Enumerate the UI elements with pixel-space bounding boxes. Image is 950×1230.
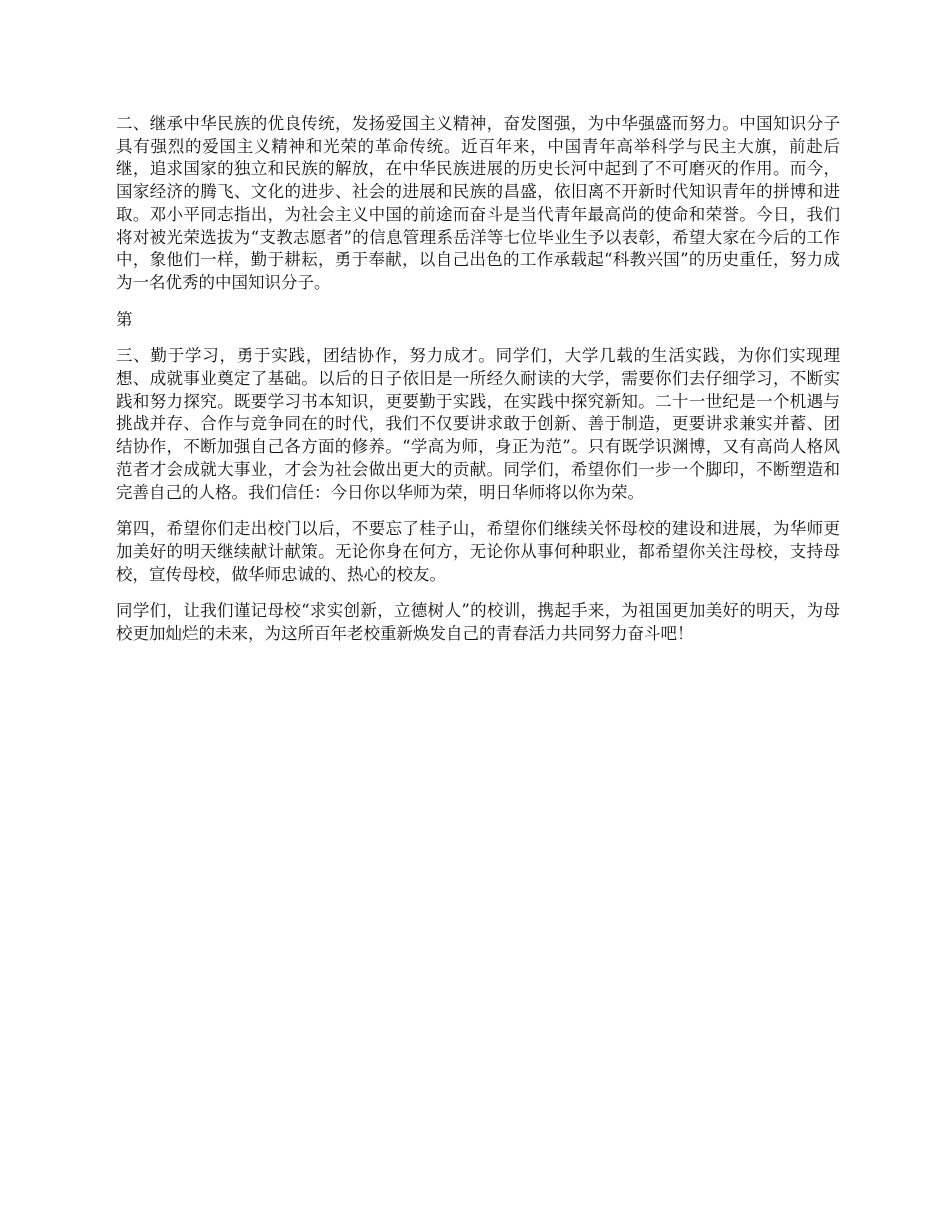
paragraph-fragment: 第 (116, 309, 133, 329)
paragraph-study-practice: 三、勤于学习，勇于实践，团结协作，努力成才。同学们，大学几载的生活实践，为你们实现理想、成就事业奠定了基础。以后的日子依旧是一所经久耐读的大学，需要你们去仔细学习，不断实践和努力探究。既要学习书本知识，更要勤于实践，在实践中探究新知。二十一世纪是一个机遇与挑战并存、合作与竞争同在的时代，我们不仅要讲求敢于创新、善于制造，更要讲求兼实并蓄、团结协作，不断加强自己各方面的修养。“学高为师，身正为范”。只有既学识渊博，又有高尚人格风范者才会成就大事业，才会为社会做出更大的贡献。同学们，希望你们一步一个脚印，不断塑造和完善自己的人格。我们信任：今日你以华师为荣，明日华师将以你为荣。 (116, 346, 840, 502)
paragraph-inherit-tradition: 二、继承中华民族的优良传统，发扬爱国主义精神，奋发图强，为中华强盛而努力。中国知识分子具有强烈的爱国主义精神和光荣的革命传统。近百年来，中国青年高举科学与民主大旗，前赴后继，追求国家的独立和民族的解放，在中华民族进展的历史长河中起到了不可磨灭的作用。而今，国家经济的腾飞、文化的进步、社会的进展和民族的昌盛，依旧离不开新时代知识青年的拼博和进取。邓小平同志指出，为社会主义中国的前途而奋斗是当代青年最高尚的使命和荣誉。今日，我们将对被光荣选拔为“支教志愿者”的信息管理系岳洋等七位毕业生予以表彰，希望大家在今后的工作中，象他们一样，勤于耕耘，勇于奉献，以自己出色的工作承载起“科教兴国”的历史重任，努力成为一名优秀的中国知识分子。 (116, 114, 840, 292)
paragraph-closing: 同学们，让我们谨记母校“求实创新，立德树人”的校训，携起手来，为祖国更加美好的明天，为母校更加灿烂的未来，为这所百年老校重新焕发自己的青春活力共同努力奋斗吧！ (116, 601, 840, 644)
paragraph-alma-mater: 第四，希望你们走出校门以后，不要忘了桂子山，希望你们继续关怀母校的建设和进展，为华师更加美好的明天继续献计献策。无论你身在何方，无论你从事何种职业，都希望你关注母校，支持母校，宣传母校，做华师忠诚的、热心的校友。 (116, 519, 840, 584)
document-page (116, 113, 840, 660)
